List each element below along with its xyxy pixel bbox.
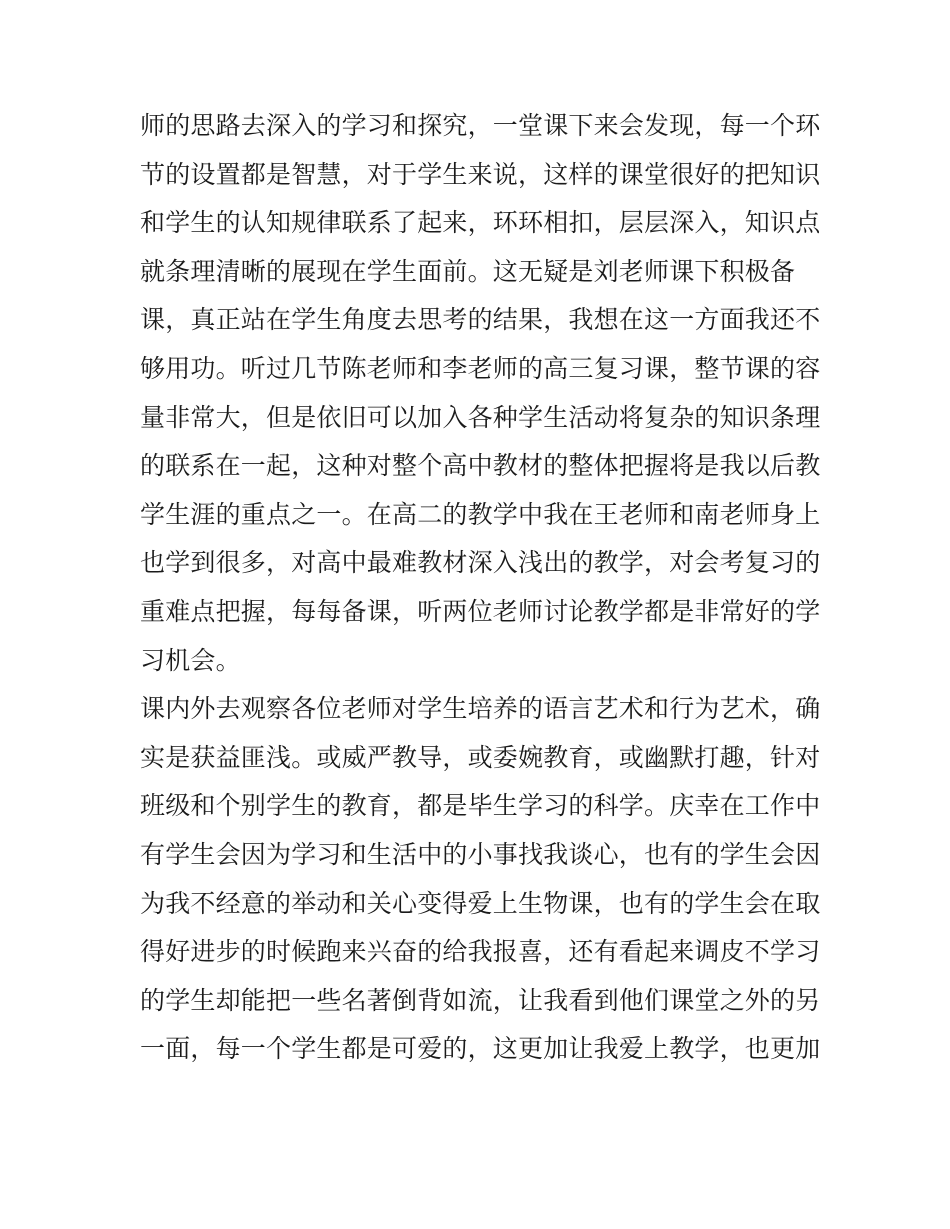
text-line: 够用功。听过几节陈老师和李老师的高三复习课，整节课的容	[140, 353, 820, 383]
text-line: 实是获益匪浅。或威严教导，或委婉教育，或幽默打趣，针对	[140, 742, 820, 772]
text-line: 课内外去观察各位老师对学生培养的语言艺术和行为艺术，确	[140, 694, 820, 724]
text-line: 习机会。	[140, 645, 241, 675]
text-line: 为我不经意的举动和关心变得爱上生物课，也有的学生会在取	[140, 888, 820, 918]
text-line: 节的设置都是智慧，对于学生来说，这样的课堂很好的把知识	[140, 159, 820, 189]
text-line: 有学生会因为学习和生活中的小事找我谈心，也有的学生会因	[140, 839, 820, 869]
text-line: 也学到很多，对高中最难教材深入浅出的教学，对会考复习的	[140, 548, 820, 578]
text-line: 师的思路去深入的学习和探究，一堂课下来会发现，每一个环	[140, 111, 820, 140]
text-line: 和学生的认知规律联系了起来，环环相扣，层层深入，知识点	[140, 208, 820, 238]
text-line: 课，真正站在学生角度去思考的结果，我想在这一方面我还不	[140, 305, 820, 335]
text-line: 的学生却能把一些名著倒背如流，让我看到他们课堂之外的另	[140, 985, 820, 1015]
text-line: 学生涯的重点之一。在高二的教学中我在王老师和南老师身上	[140, 499, 820, 529]
text-line: 得好进步的时候跑来兴奋的给我报喜，还有看起来调皮不学习	[140, 937, 820, 967]
text-line: 重难点把握，每每备课，听两位老师讨论教学都是非常好的学	[140, 596, 820, 626]
text-line: 班级和个别学生的教育，都是毕生学习的科学。庆幸在工作中	[140, 791, 820, 821]
text-line: 的联系在一起，这种对整个高中教材的整体把握将是我以后教	[140, 451, 820, 481]
text-line: 量非常大，但是依旧可以加入各种学生活动将复杂的知识条理	[140, 402, 820, 432]
body-text	[140, 102, 820, 1074]
text-line: 就条理清晰的展现在学生面前。这无疑是刘老师课下积极备	[140, 256, 796, 286]
text-line: 一面，每一个学生都是可爱的，这更加让我爱上教学，也更加	[140, 1034, 820, 1064]
